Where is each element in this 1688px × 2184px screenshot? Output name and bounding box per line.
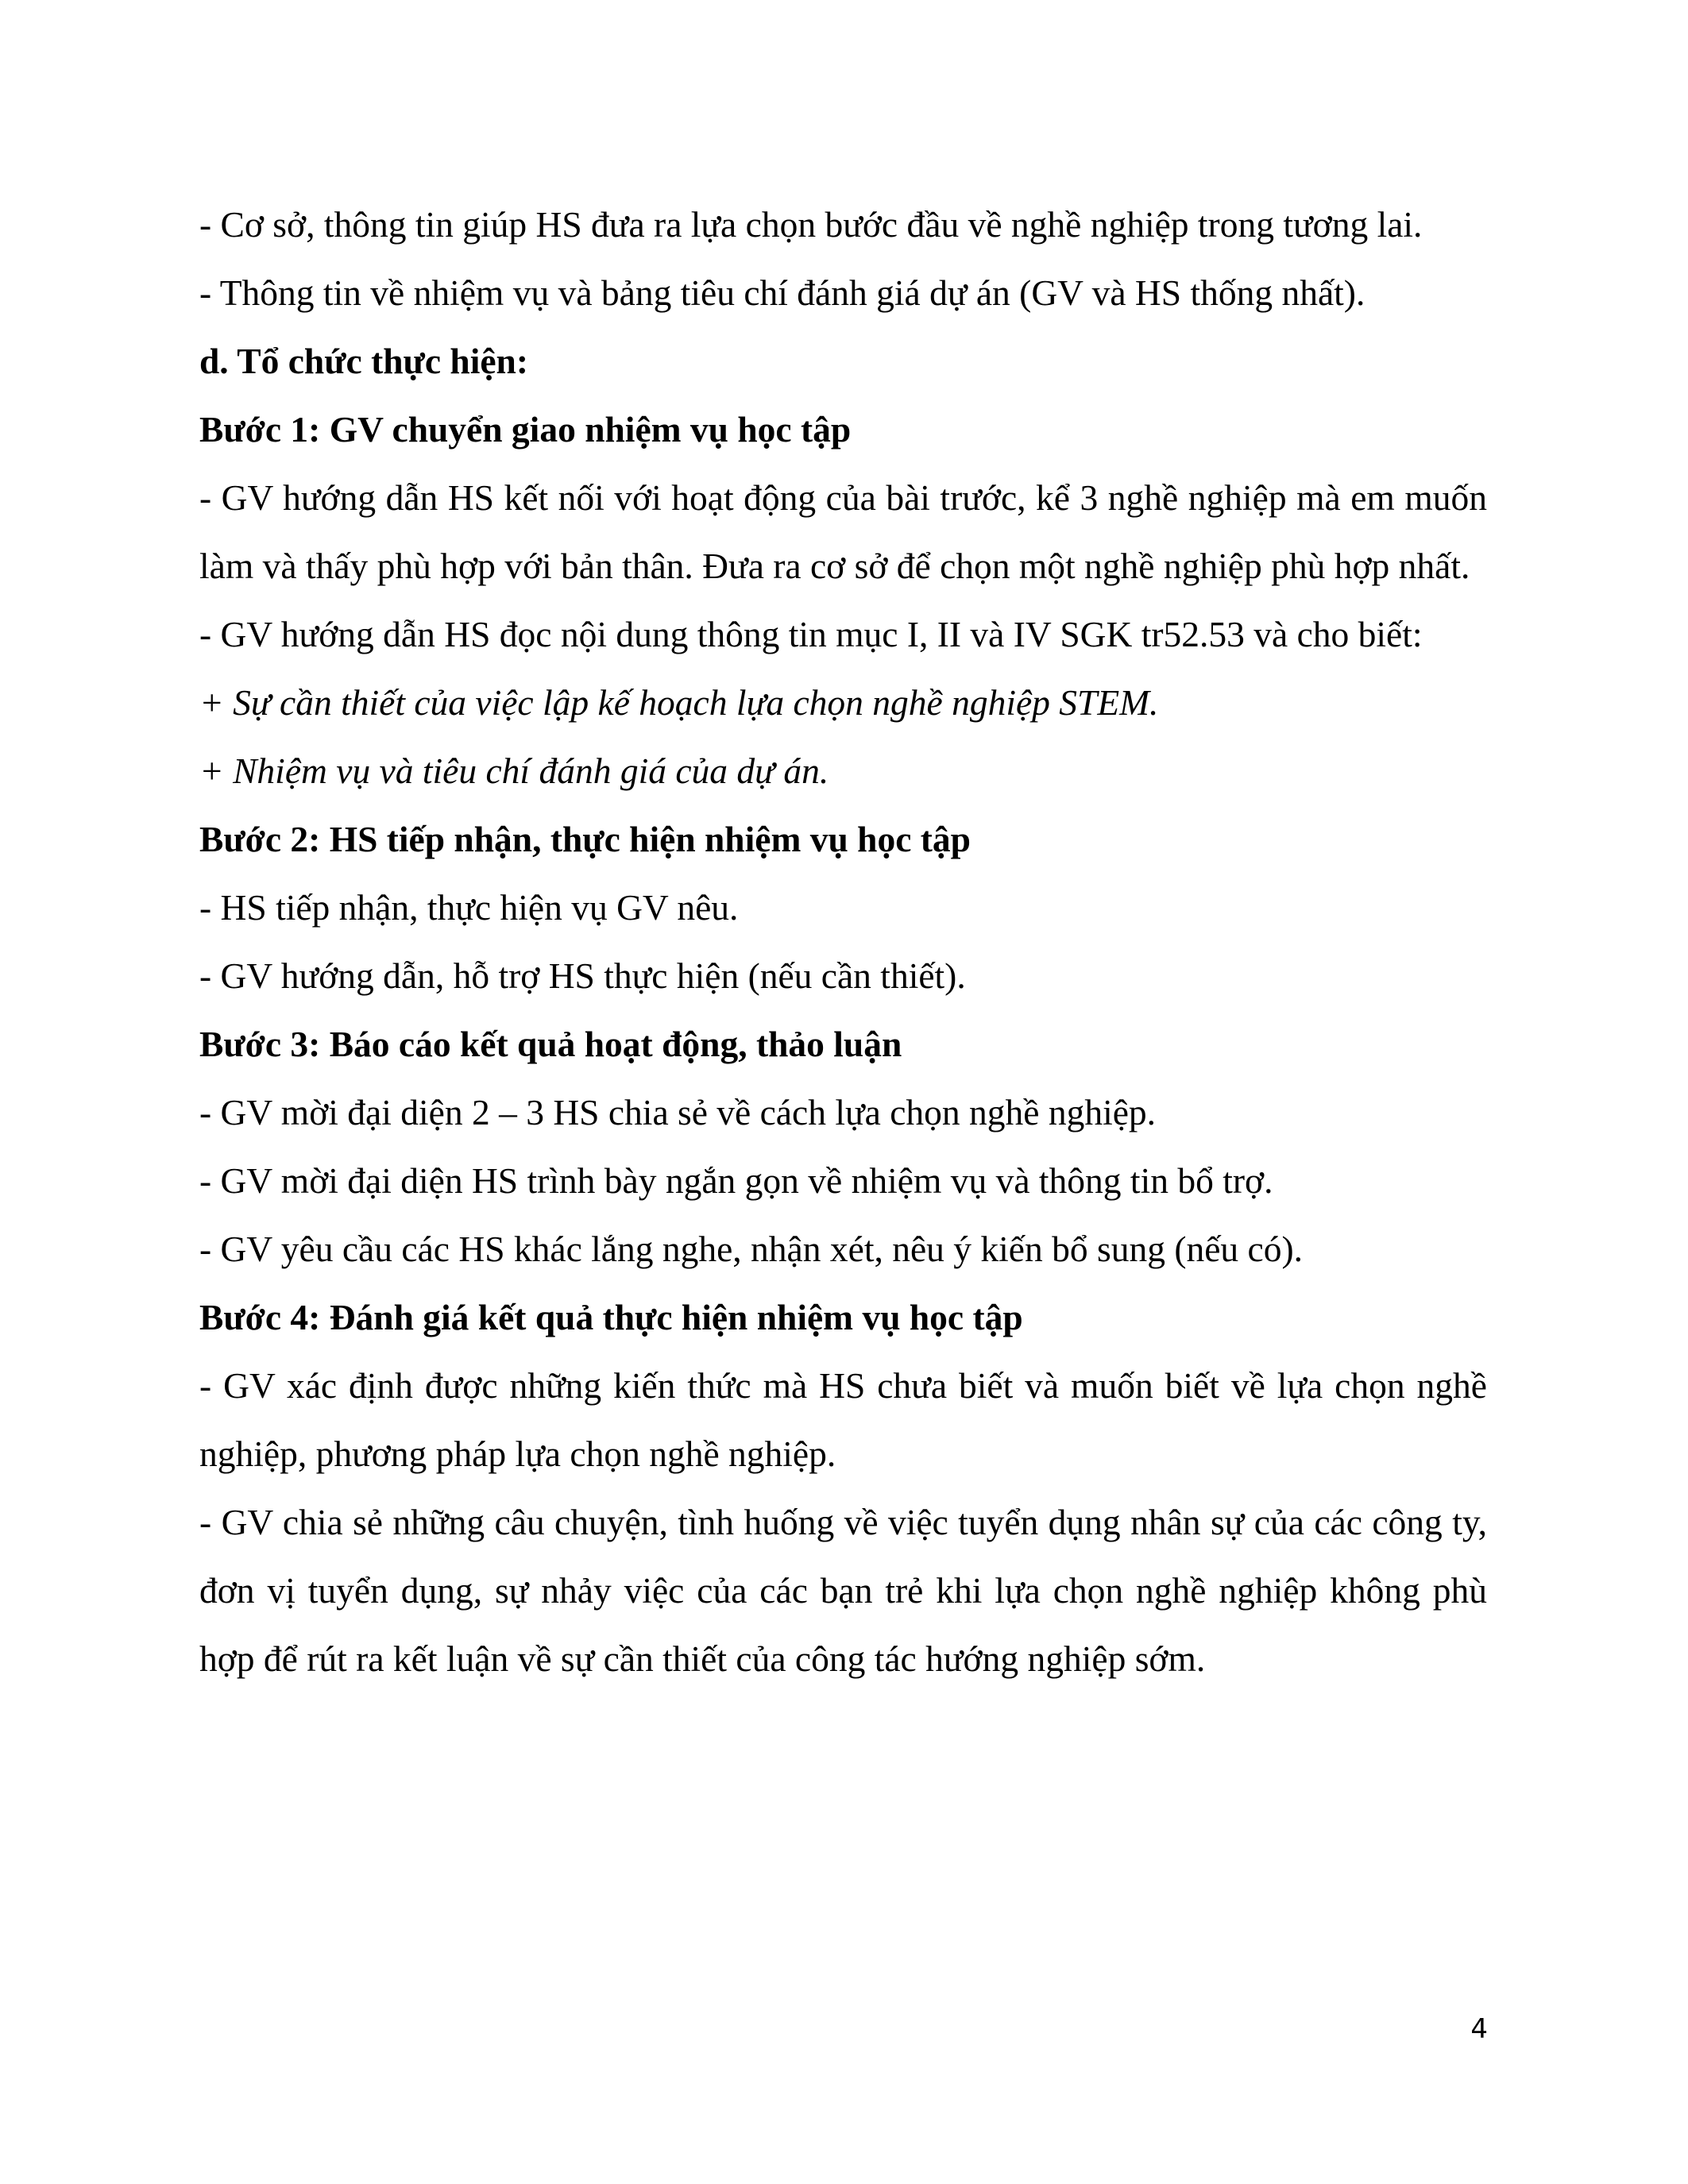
step-4-heading: Bước 4: Đánh giá kết quả thực hiện nhiệm vụ học tập (199, 1297, 1023, 1337)
section-heading-organization: d. Tổ chức thực hiện: (199, 341, 529, 381)
step-3-heading: Bước 3: Báo cáo kết quả hoạt động, thảo luận (199, 1024, 902, 1064)
page-number: 4 (1470, 2013, 1488, 2045)
paragraph-task-criteria-info: - Thông tin về nhiệm vụ và bảng tiêu chí đánh giá dự án (GV và HS thống nhất). (199, 272, 1365, 313)
step-4-item-knowledge: - GV xác định được những kiến thức mà HS chưa biết và muốn biết về lựa chọn nghề nghiệp, phương pháp lựa chọn nghề nghiệp. (199, 1365, 1487, 1474)
step-3-item-present: - GV mời đại diện HS trình bày ngắn gọn về nhiệm vụ và thông tin bổ trợ. (199, 1160, 1273, 1201)
paragraph-basis-info: - Cơ sở, thông tin giúp HS đưa ra lựa chọn bước đầu về nghề nghiệp trong tương lai. (199, 204, 1423, 245)
step-2-item-receive: - HS tiếp nhận, thực hiện vụ GV nêu. (199, 887, 739, 928)
step-3-item-share: - GV mời đại diện 2 – 3 HS chia sẻ về cách lựa chọn nghề nghiệp. (199, 1092, 1157, 1133)
step-1-subitem-criteria: + Nhiệm vụ và tiêu chí đánh giá của dự án. (199, 751, 829, 791)
step-4-item-stories: - GV chia sẻ những câu chuyện, tình huống về việc tuyển dụng nhân sự của các công ty, đơn vị tuyển dụng, sự nhảy việc của các bạn trẻ khi lựa chọn nghề nghiệp không phù hợp để rút ra kết luận về sự cần thiết của công tác hướng nghiệp sớm. (199, 1502, 1487, 1679)
step-1-heading: Bước 1: GV chuyển giao nhiệm vụ học tập (199, 409, 852, 450)
step-1-subitem-necessity: + Sự cần thiết của việc lập kế hoạch lựa chọn nghề nghiệp STEM. (199, 682, 1159, 723)
step-3-item-feedback: - GV yêu cầu các HS khác lắng nghe, nhận xét, nêu ý kiến bổ sung (nếu có). (199, 1229, 1304, 1269)
step-1-item-connect: - GV hướng dẫn HS kết nối với hoạt động của bài trước, kể 3 nghề nghiệp mà em muốn làm và thấy phù hợp với bản thân. Đưa ra cơ sở để chọn một nghề nghiệp phù hợp nhất. (199, 477, 1487, 586)
step-2-heading: Bước 2: HS tiếp nhận, thực hiện nhiệm vụ học tập (199, 819, 971, 859)
step-1-item-read-sgk: - GV hướng dẫn HS đọc nội dung thông tin mục I, II và IV SGK tr52.53 và cho biết: (199, 614, 1423, 654)
step-2-item-support: - GV hướng dẫn, hỗ trợ HS thực hiện (nếu cần thiết). (199, 955, 966, 996)
document-body (199, 191, 1487, 1693)
